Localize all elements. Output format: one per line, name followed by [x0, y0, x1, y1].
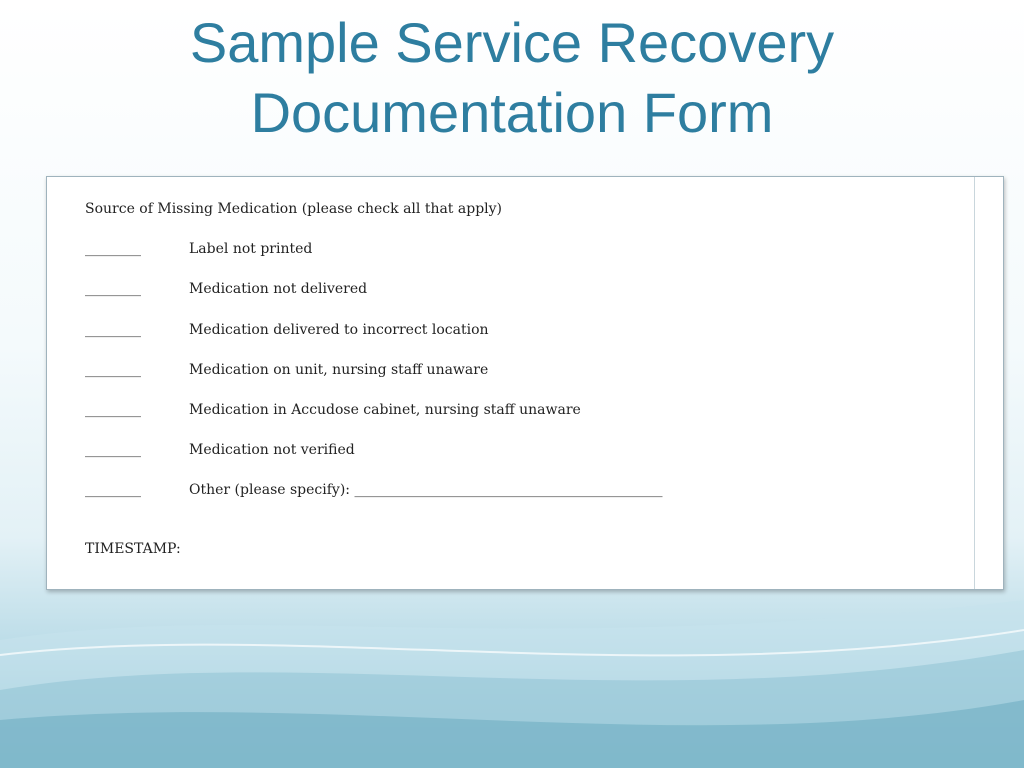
check-blank[interactable]: ________ [85, 281, 141, 297]
form-document [46, 176, 1004, 590]
slide-title [0, 8, 1024, 148]
option-label: Medication delivered to incorrect location [189, 322, 489, 338]
check-blank[interactable]: ________ [85, 482, 141, 498]
check-blank[interactable]: ________ [85, 241, 141, 257]
check-blank[interactable]: ________ [85, 362, 141, 378]
slide-title-line-1: Sample Service Recovery [189, 11, 835, 74]
option-label: Medication not delivered [189, 281, 368, 297]
document-edge [974, 177, 1003, 589]
option-label: Medication in Accudose cabinet, nursing staff unaware [189, 402, 581, 418]
option-label: Medication on unit, nursing staff unaware [189, 362, 489, 378]
option-label-other: Other (please specify): ____________________________________________ [189, 482, 663, 498]
check-blank[interactable]: ________ [85, 442, 141, 458]
check-blank[interactable]: ________ [85, 322, 141, 338]
option-label: Label not printed [189, 241, 313, 257]
form-heading: Source of Missing Medication (please check all that apply) [85, 201, 503, 217]
slide-title-line-2: Documentation Form [250, 81, 774, 144]
timestamp-label: TIMESTAMP: [85, 541, 181, 557]
check-blank[interactable]: ________ [85, 402, 141, 418]
option-label: Medication not verified [189, 442, 355, 458]
